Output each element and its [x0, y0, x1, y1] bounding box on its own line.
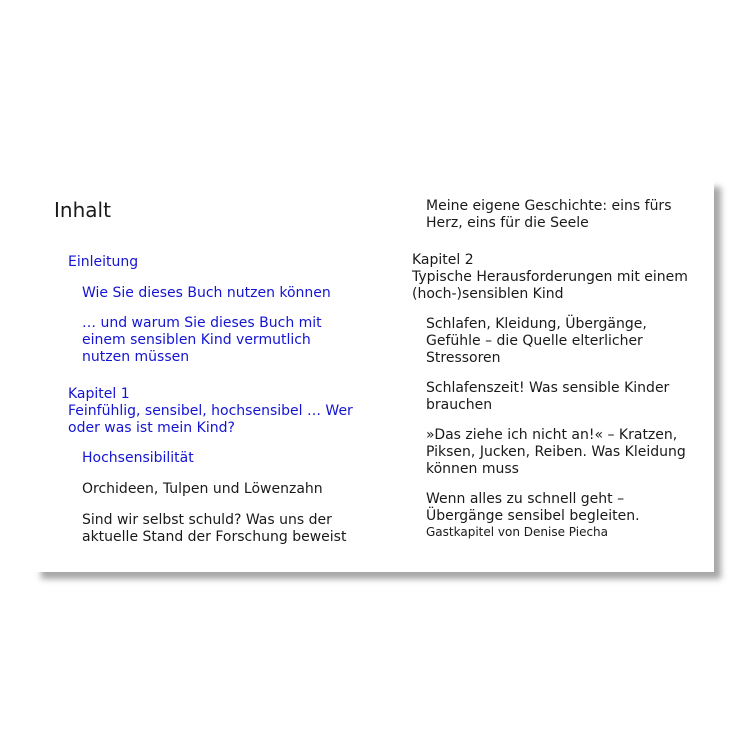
- toc-entry-schlafenszeit: Schlafenszeit! Was sensible Kinder brauchen: [426, 380, 670, 413]
- toc-entry-kapitel2-number: Kapitel 2: [412, 252, 474, 268]
- toc-entry-schnell: Wenn alles zu schnell geht – Übergänge sensibel begleiten.: [426, 491, 640, 524]
- toc-entry-kapitel2-title: Typische Herausforderungen mit einem (hoch-)sensiblen Kind: [412, 269, 688, 302]
- toc-entry-hochsensibilitaet[interactable]: Hochsensibilität: [82, 450, 194, 466]
- toc-entry-einleitung[interactable]: Einleitung: [68, 254, 139, 270]
- toc-heading: Inhalt: [54, 198, 111, 222]
- toc-entry-schuld: Sind wir selbst schuld? Was uns der aktuelle Stand der Forschung beweist: [82, 512, 347, 545]
- toc-entry-geschichte: Meine eigene Geschichte: eins fürs Herz, eins für die Seele: [426, 198, 672, 231]
- toc-entry-gastkapitel: Gastkapitel von Denise Piecha: [426, 525, 609, 539]
- toc-entry-orchideen: Orchideen, Tulpen und Löwenzahn: [82, 481, 323, 497]
- toc-entry-kapitel1-title[interactable]: Feinfühlig, sensibel, hochsensibel … Wer oder was ist mein Kind?: [68, 403, 353, 436]
- toc-entry-ziehe: »Das ziehe ich nicht an!« – Kratzen, Piksen, Jucken, Reiben. Was Kleidung können muss: [426, 427, 686, 477]
- toc-entry-warum-nutzen[interactable]: … und warum Sie dieses Buch mit einem sensiblen Kind vermutlich nutzen müssen: [82, 315, 322, 365]
- toc-entry-schlafen: Schlafen, Kleidung, Übergänge, Gefühle – die Quelle elterlicher Stressoren: [426, 316, 647, 366]
- toc-entry-kapitel1-number[interactable]: Kapitel 1: [68, 386, 130, 402]
- toc-entry-buch-nutzen[interactable]: Wie Sie dieses Buch nutzen können: [82, 285, 331, 301]
